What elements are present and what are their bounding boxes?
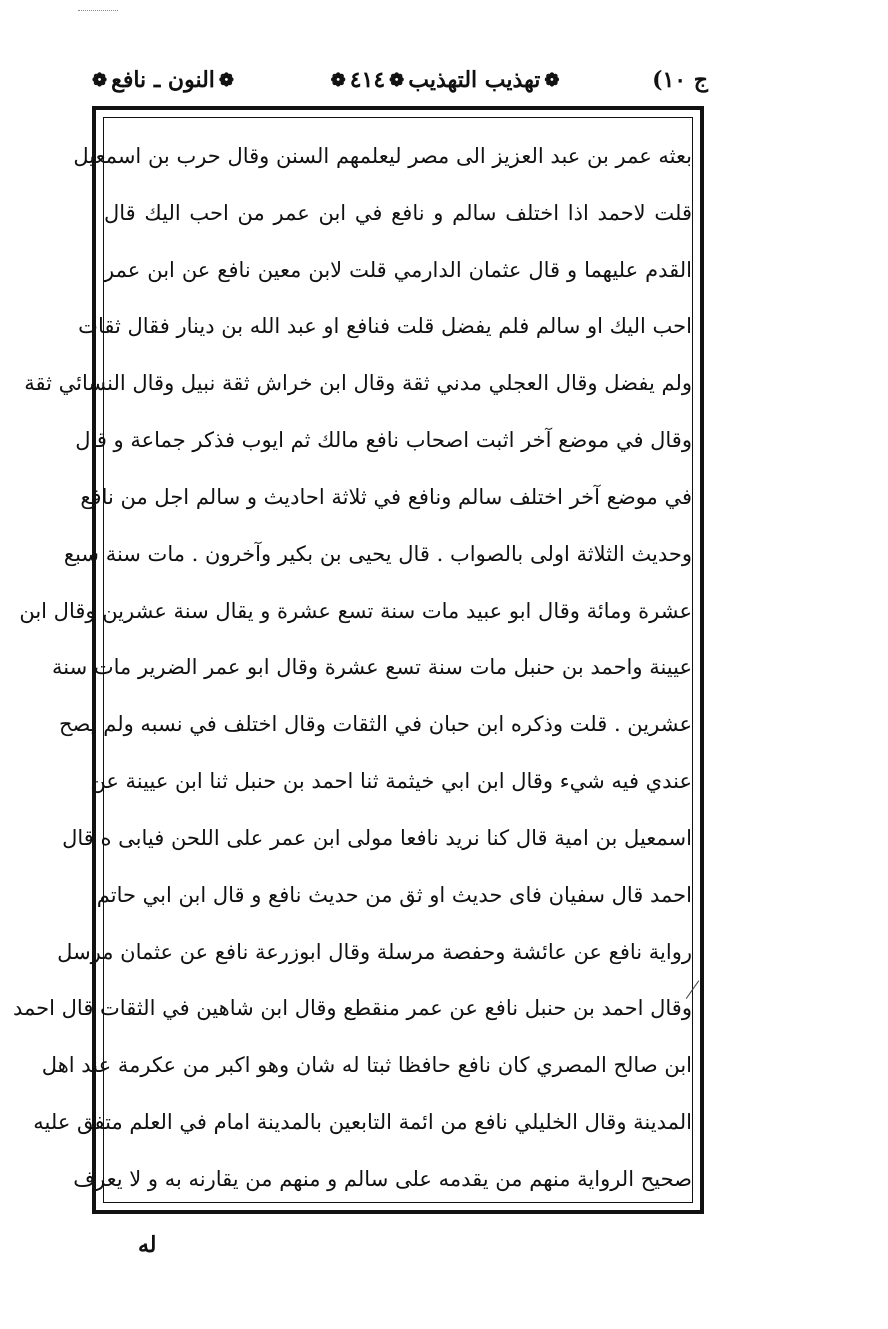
volume-label: ج ١٠) [652, 67, 708, 93]
book-title: تهذيب التهذيب [408, 67, 541, 93]
page-number: ٤١٤ [349, 67, 386, 93]
text-line: احب اليك او سالم فلم يفضل قلت فنافع او عبد الله بن دينار فقال ثقات [78, 314, 692, 339]
header-center [327, 67, 564, 93]
running-header [88, 60, 708, 100]
catchword: له [138, 1232, 157, 1258]
ornament-icon: ❁ [92, 69, 108, 91]
text-line: ابن صالح المصري كان نافع حافظا ثبتا له شان وهو اكبر من عكرمة عند اهل [41, 1053, 692, 1078]
text-line: المدينة وقال الخليلي نافع من ائمة التابعين بالمدينة امام في العلم متفق عليه [33, 1110, 692, 1135]
page-speck [78, 10, 118, 17]
header-volume [652, 67, 708, 93]
body-text [13, 128, 692, 1208]
ornament-icon: ❁ [218, 69, 234, 91]
ornament-icon: ❁ [330, 69, 346, 91]
text-line: عشرين . قلت وذكره ابن حبان في الثقات وقال اختلف في نسبه ولم يصح [58, 712, 692, 737]
text-line: عندي فيه شيء وقال ابن ابي خيثمة ثنا احمد بن حنبل ثنا ابن عيينة عن [90, 769, 692, 794]
text-line: احمد قال سفيان فاى حديث او ثق من حديث نافع و قال ابن ابي حاتم [96, 882, 692, 907]
text-line: اسمعيل بن امية قال كنا نريد نافعا مولى ابن عمر على اللحن فيابى ه قال [62, 825, 692, 850]
text-line: وقال في موضع آخر اثبت اصحاب نافع مالك ثم ايوب فذكر جماعة و قال [75, 428, 692, 453]
text-line: صحيح الرواية منهم من يقدمه على سالم و منهم من يقارنه به و لا يعرف [73, 1166, 692, 1191]
ornament-icon: ❁ [544, 69, 560, 91]
text-line: بعثه عمر بن عبد العزيز الى مصر ليعلمهم السنن وقال حرب بن اسمعيل [73, 144, 692, 168]
text-line: ولم يفضل وقال العجلي مدني ثقة وقال ابن خراش ثقة نبيل وقال النسائي ثقة [24, 371, 692, 396]
text-line: عشرة ومائة وقال ابو عبيد مات سنة تسع عشرة و يقال سنة عشرين وقال ابن [19, 598, 692, 623]
text-line: قلت لاحمد اذا اختلف سالم و نافع في ابن عمر من احب اليك قال [104, 200, 692, 225]
text-line: وحديث الثلاثة اولى بالصواب . قال يحيى بن بكير وآخرون . مات سنة سبع [63, 541, 692, 566]
text-line: رواية نافع عن عائشة وحفصة مرسلة وقال ابوزرعة نافع عن عثمان مرسل [57, 939, 692, 964]
section-label: النون ـ نافع [111, 67, 215, 93]
text-line: عيينة واحمد بن حنبل مات سنة تسع عشرة وقال ابو عمر الضرير مات سنة [52, 655, 692, 680]
text-line: في موضع آخر اختلف سالم ونافع في ثلاثة احاديث و سالم اجل من نافع [80, 484, 692, 509]
header-entry [88, 67, 238, 93]
text-line: وقال احمد بن حنبل نافع عن عمر منقطع وقال ابن شاهين في الثقات قال احمد [13, 996, 692, 1021]
text-line: القدم عليهما و قال عثمان الدارمي قلت لابن معين نافع عن ابن عمر [104, 257, 692, 282]
ornament-icon: ❁ [389, 69, 405, 91]
